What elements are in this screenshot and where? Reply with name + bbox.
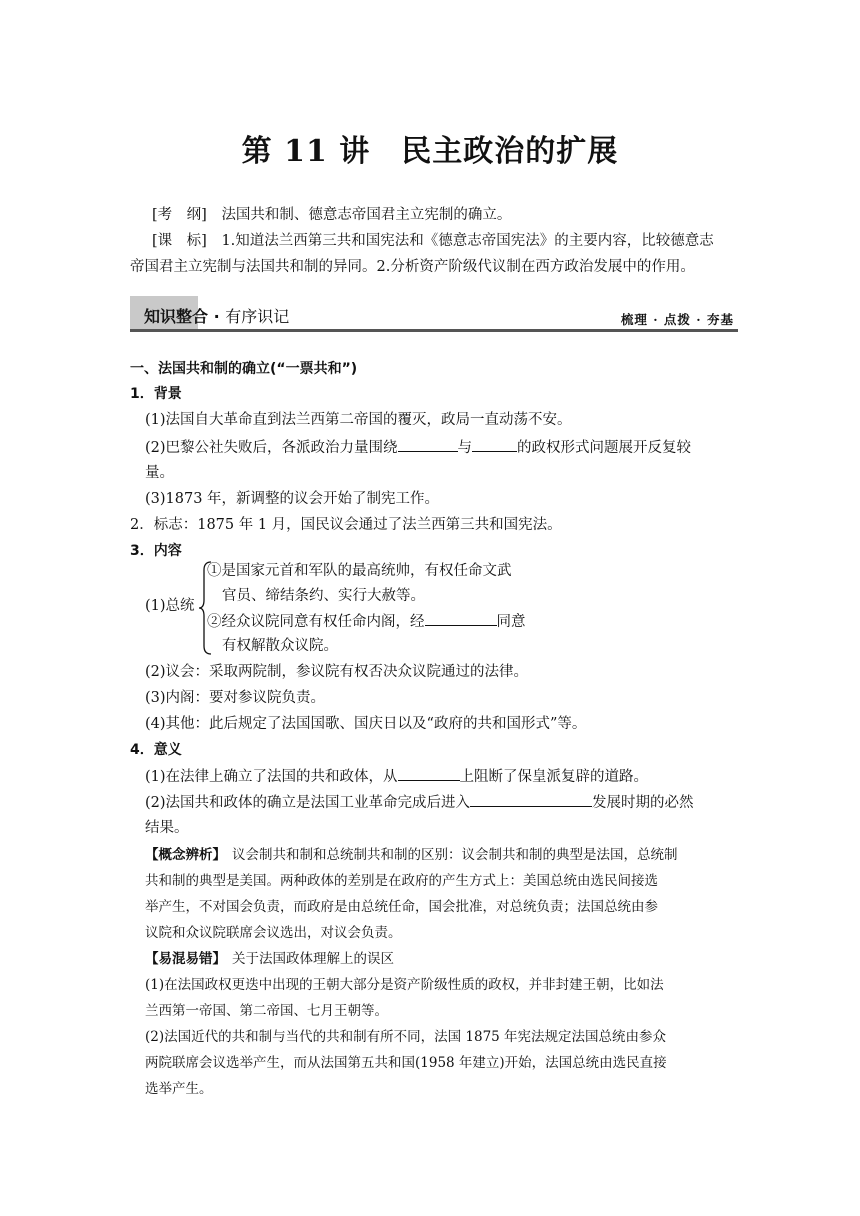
concept-line-1 [145, 845, 678, 865]
background-item-2-cont: 量。 [145, 465, 174, 481]
section-banner [130, 296, 738, 336]
banner-sub: 有序识记 [225, 307, 290, 326]
syllabus-text: 法国共和制、德意志帝国君主立宪制的确立。 [221, 207, 512, 223]
content-heading: 3．内容 [130, 543, 182, 559]
text-segment: (1)在法律上确立了法国的共和政体，从 [145, 769, 398, 785]
president-label: (1)总统 [145, 598, 195, 614]
curriculum-line-1 [152, 231, 714, 251]
fill-blank[interactable] [470, 792, 592, 807]
president-power-1b: 官员、缔结条约、实行大赦等。 [222, 588, 425, 604]
sign-line: 2．标志：1875 年 1 月，国民议会通过了法兰西第三共和国宪法。 [130, 517, 562, 533]
fill-blank[interactable] [472, 437, 517, 452]
content-item-4: (4)其他：此后规定了法国国歌、国庆日以及“政府的共和国形式”等。 [145, 716, 587, 732]
curriculum-text-1: 1.知道法兰西第三共和国宪法和《德意志帝国宪法》的主要内容，比较德意志 [221, 233, 714, 249]
president-power-2b: 有权解散众议院。 [222, 638, 338, 654]
curriculum-line-2: 帝国君主立宪制与法国共和制的异同。2.分析资产阶级代议制在西方政治发展中的作用。 [130, 259, 695, 275]
text-segment: 的政权形式问题展开反复较 [517, 440, 692, 456]
confuse-item-2a: (2)法国近代的共和制与当代的共和制有所不同，法国 1875 年宪法规定法国总统由参众 [145, 1029, 667, 1045]
president-power-1a: ①是国家元首和军队的最高统帅，有权任命文武 [207, 563, 512, 579]
syllabus-label: [考 纲] [152, 207, 207, 223]
text-segment: 上阻断了保皇派复辟的道路。 [459, 769, 649, 785]
confuse-item-2b: 两院联席会议选举产生，而从法国第五共和国(1958 年建立)开始，法国总统由选民直接 [145, 1055, 667, 1071]
confuse-item-1b: 兰西第一帝国、第二帝国、七月王朝等。 [145, 1003, 388, 1019]
concept-label: 【概念辨析】 [145, 847, 226, 863]
meaning-item-1 [145, 766, 648, 787]
meaning-item-2-cont: 结果。 [145, 820, 189, 836]
fill-blank[interactable] [398, 437, 458, 452]
background-item-1: (1)法国自大革命直到法兰西第二帝国的覆灭，政局一直动荡不安。 [145, 412, 572, 428]
text-segment: ②经众议院同意有权任命内阁，经 [207, 614, 425, 630]
concept-text-1: 议会制共和制和总统制共和制的区别：议会制共和制的典型是法国，总统制 [232, 847, 678, 863]
text-segment: 同意 [496, 614, 526, 630]
concept-line-2: 共和制的典型是美国。两种政体的差别是在政府的产生方式上：美国总统由选民间接选 [145, 873, 658, 889]
background-heading: 1．背景 [130, 386, 182, 402]
banner-dot: · [208, 307, 226, 326]
curriculum-label: [课 标] [152, 233, 207, 249]
background-item-2 [145, 437, 691, 458]
banner-title [144, 304, 289, 327]
confuse-label: 【易混易错】 [145, 951, 226, 967]
syllabus-line [152, 205, 511, 225]
background-item-3: (3)1873 年，新调整的议会开始了制宪工作。 [145, 491, 440, 507]
president-power-2a [207, 611, 526, 632]
fill-blank[interactable] [425, 611, 497, 626]
confuse-line [145, 949, 394, 969]
text-segment: (2)法国共和政体的确立是法国工业革命完成后进入 [145, 795, 471, 811]
section-heading: 一、法国共和制的确立(“一票共和”) [130, 361, 358, 377]
meaning-item-2 [145, 792, 694, 813]
text-segment: 发展时期的必然 [592, 795, 694, 811]
text-segment: 与 [457, 440, 473, 456]
content-item-3: (3)内阁：要对参议院负责。 [145, 690, 326, 706]
confuse-item-2c: 选举产生。 [145, 1081, 213, 1097]
banner-rule [130, 329, 738, 332]
concept-line-4: 议院和众议院联席会议选出，对议会负责。 [145, 925, 402, 941]
confuse-text: 关于法国政体理解上的误区 [232, 951, 394, 967]
text-segment: (2)巴黎公社失败后，各派政治力量围绕 [145, 440, 398, 456]
fill-blank[interactable] [398, 766, 460, 781]
banner-right: 梳理 · 点拨 · 夯基 [620, 312, 734, 327]
confuse-item-1a: (1)在法国政权更迭中出现的王朝大部分是资产阶级性质的政权，并非封建王朝，比如法 [145, 977, 664, 993]
concept-line-3: 举产生，不对国会负责，而政府是由总统任命，国会批准，对总统负责；法国总统由参 [145, 899, 658, 915]
content-item-2: (2)议会：采取两院制，参议院有权否决众议院通过的法律。 [145, 664, 529, 680]
page-title: 第 11 讲 民主政治的扩展 [241, 134, 619, 169]
banner-main: 知识整合 [144, 307, 209, 326]
meaning-heading: 4．意义 [130, 742, 182, 758]
